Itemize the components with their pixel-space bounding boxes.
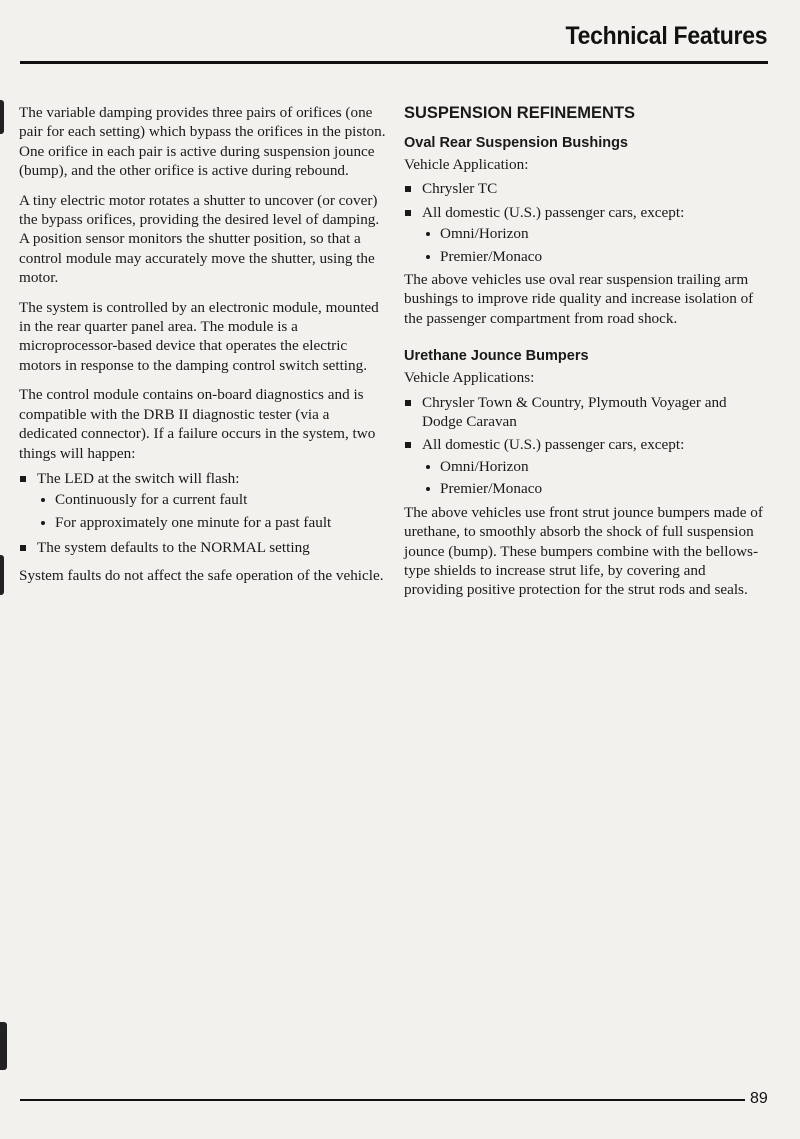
sub-list-item [422,479,764,498]
dot-bullet-icon [426,232,430,236]
square-bullet-icon [405,442,411,448]
subheading-oval-bushings: Oval Rear Suspension Bushings [404,135,628,151]
list-item [404,203,764,266]
sub-list-item-text: Continuously for a current fault [55,491,248,509]
header-divider [20,61,768,64]
oval-vehicle-list [404,179,764,266]
list-item [404,435,764,498]
sub-list-item [422,457,764,476]
square-bullet-icon [20,476,26,482]
vehicle-applications-label: Vehicle Applications: [404,369,535,387]
list-item-text: Chrysler Town & Country, Plymouth Voyager and Dodge Caravan [422,393,727,431]
square-bullet-icon [405,400,411,406]
list-item-text: The system defaults to the NORMAL setting [37,539,310,557]
sub-list [37,490,387,532]
sub-list-item [422,224,764,243]
square-bullet-icon [405,210,411,216]
dot-bullet-icon [41,521,45,525]
binding-mark-middle [0,555,4,595]
dot-bullet-icon [426,255,430,259]
footer-divider [20,1099,745,1101]
failure-list [19,469,387,558]
section-heading: SUSPENSION REFINEMENTS [404,104,636,122]
list-item [19,469,387,532]
page-number: 89 [750,1090,768,1107]
sub-list [422,457,764,499]
paragraph-jounce-bumpers: The above vehicles use front strut jounce bumpers made of urethane, to smoothly absorb the shock of full suspension jounce (bump). These bumpers combine with the bellows-type shields to increase strut life, by covering and providing positive protection for the strut rods and seals. [404,503,763,599]
list-item-text: Chrysler TC [422,180,498,198]
paragraph-diagnostics: The control module contains on-board diagnostics and is compatible with the DRB II diagnostic tester (via a dedicated connector). If a failure occurs in the system, two things will happen: [19,386,376,462]
binding-mark-bottom [0,1022,7,1070]
sub-list-item [37,513,387,532]
list-item-text: All domestic (U.S.) passenger cars, except: [422,436,685,454]
paragraph-electric-motor: A tiny electric motor rotates a shutter to uncover (or cover) the bypass orifices, providing the desired level of damping. A position sensor monitors the shutter position, so that a control module may accurately move the shutter, using the motor. [19,191,380,287]
sub-list-item-text: Premier/Monaco [440,480,543,498]
list-item-text: The LED at the switch will flash: [37,469,240,487]
paragraph-electronic-module: The system is controlled by an electronic module, mounted in the rear quarter panel area. The module is a microprocessor-based device that operates the electric motors in response to the damping control switch setting. [19,298,379,374]
sub-list [422,224,764,266]
list-item [404,179,764,198]
dot-bullet-icon [426,487,430,491]
square-bullet-icon [20,545,26,551]
right-column [404,103,764,610]
paragraph-variable-damping: The variable damping provides three pairs of orifices (one pair for each setting) which bypass the orifices in the piston. One orifice in each pair is active during suspension jounce (bump), and the other orifice is active during rebound. [19,104,386,180]
list-item-text: All domestic (U.S.) passenger cars, except: [422,203,685,221]
paragraph-oval-bushings: The above vehicles use oval rear suspension trailing arm bushings to improve ride quality and increase isolation of the passenger compartment from road shock. [404,271,754,327]
binding-mark-top [0,100,4,134]
sub-list-item-text: For approximately one minute for a past fault [55,513,332,531]
sub-list-item [37,490,387,509]
sub-list-item-text: Premier/Monaco [440,247,543,265]
subheading-jounce-bumpers: Urethane Jounce Bumpers [404,348,589,365]
square-bullet-icon [405,186,411,192]
page-title: Technical Features [565,22,767,50]
sub-list-item-text: Omni/Horizon [440,225,529,243]
left-column [19,103,387,595]
vehicle-application-label: Vehicle Application: [404,156,529,173]
dot-bullet-icon [41,498,45,502]
list-item [19,538,387,557]
sub-list-item-text: Omni/Horizon [440,457,529,475]
list-item [404,393,764,432]
dot-bullet-icon [426,465,430,469]
urethane-vehicle-list [404,393,764,499]
sub-list-item [422,247,764,266]
paragraph-system-faults: System faults do not affect the safe operation of the vehicle. [19,566,384,584]
